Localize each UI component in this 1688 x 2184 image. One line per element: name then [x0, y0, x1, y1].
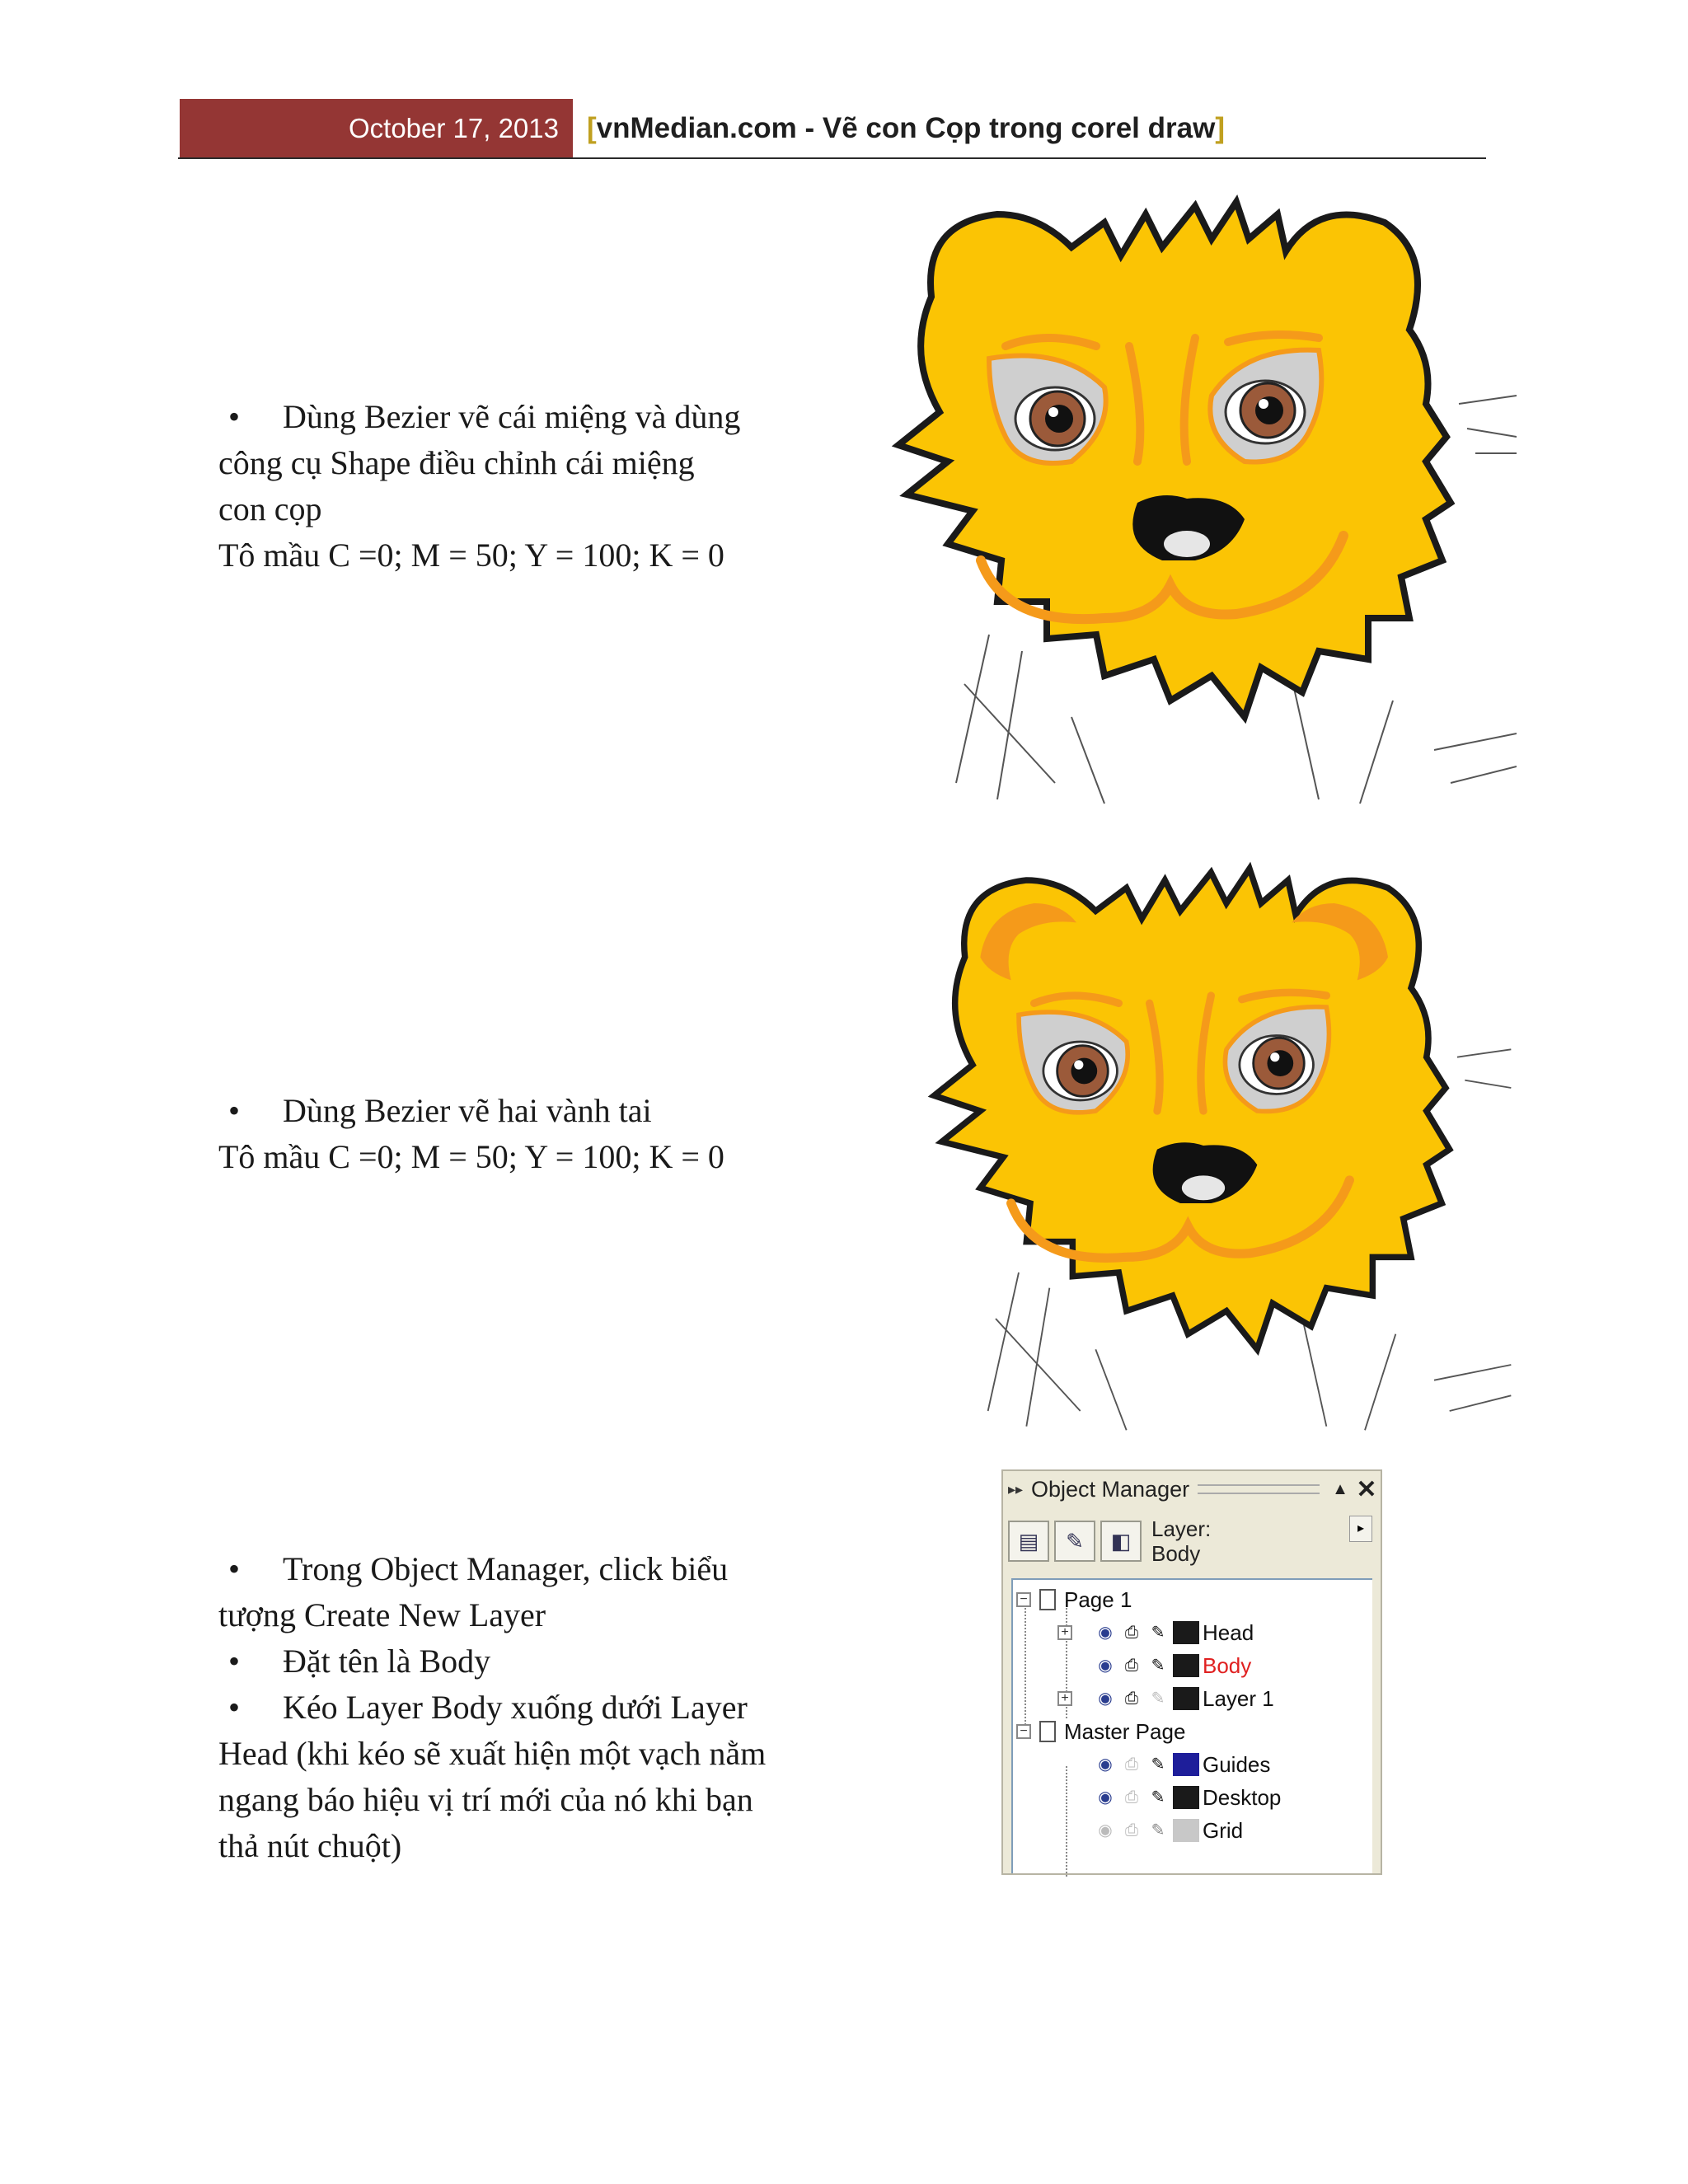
header-title [587, 102, 1225, 155]
printer-disabled-icon[interactable]: ⎙ [1125, 1821, 1138, 1840]
left-eye-highlight [1048, 407, 1058, 417]
header-date: October 17, 2013 [348, 113, 559, 143]
eye-visible-icon[interactable]: ◉ [1098, 1624, 1113, 1642]
step2-bullet-item [218, 1088, 861, 1134]
step1-line4: Tô mầu C =0; M = 50; Y = 100; K = 0 [218, 537, 724, 574]
step3-bullet-item-2 [218, 1638, 861, 1685]
left-eye-pupil [1045, 405, 1073, 433]
step1-text [218, 394, 861, 579]
tree-item-layer-desktop[interactable] [1057, 1783, 1281, 1812]
layer-manager-view-button[interactable] [1100, 1521, 1142, 1562]
object-manager-toolbar [1008, 1512, 1376, 1570]
tree-item-label: Master Page [1064, 1718, 1186, 1744]
tiger-head-mouth-figure [857, 190, 1517, 808]
master-page-icon [1039, 1721, 1056, 1742]
printer-icon[interactable]: ⎙ [1125, 1690, 1138, 1708]
title-text: vnMedian.com - Vẽ con Cọp trong corel draw [596, 112, 1216, 144]
layer-name: Layer 1 [1203, 1685, 1274, 1711]
object-manager-title: Object Manager [1031, 1476, 1190, 1502]
step3-item2: Đặt tên là Body [283, 1643, 491, 1680]
layer-color-swatch[interactable] [1173, 1786, 1199, 1809]
step2-line1: Dùng Bezier vẽ hai vành tai [283, 1092, 652, 1129]
pencil-icon[interactable]: ✎ [1151, 1624, 1165, 1642]
bullet-dot: • [228, 1643, 241, 1680]
step3-text [218, 1546, 861, 1869]
pencil-icon[interactable]: ✎ [1151, 1657, 1165, 1675]
layer-color-swatch[interactable] [1173, 1753, 1199, 1776]
nose-highlight [1182, 1175, 1225, 1200]
title-bracket-open: [ [587, 112, 597, 144]
title-bracket-close: ] [1215, 112, 1225, 144]
step3-item3-line4: thả nút chuột) [218, 1827, 402, 1864]
right-eye-pupil [1255, 396, 1283, 424]
left-eye-highlight [1074, 1060, 1083, 1069]
eye-visible-icon[interactable]: ◉ [1098, 1690, 1113, 1708]
step3-bullet-item-1 [218, 1546, 861, 1592]
step3-bullet-item-3 [218, 1685, 861, 1731]
printer-icon[interactable]: ⎙ [1125, 1624, 1138, 1642]
step3-item1-line1: Trong Object Manager, click biểu [283, 1550, 729, 1587]
show-properties-button[interactable] [1008, 1521, 1049, 1562]
tree-item-layer-guides[interactable] [1057, 1750, 1270, 1779]
layer-name: Head [1203, 1619, 1254, 1645]
edit-across-layers-button[interactable] [1054, 1521, 1095, 1562]
step1-bullet-item [218, 394, 861, 440]
layer-color-swatch[interactable] [1173, 1687, 1199, 1710]
layer-color-swatch[interactable] [1173, 1654, 1199, 1677]
current-layer-name: Body [1151, 1541, 1201, 1566]
step3-item3-line3: ngang báo hiệu vị trí mới của nó khi bạn [218, 1781, 753, 1818]
close-icon[interactable]: ✕ [1356, 1475, 1377, 1503]
collapse-arrow-icon[interactable]: ▲ [1332, 1479, 1348, 1498]
tree-line [1025, 1601, 1026, 1725]
pencil-icon[interactable]: ✎ [1151, 1755, 1165, 1774]
tree-item-page1[interactable] [1016, 1585, 1132, 1615]
printer-disabled-icon[interactable]: ⎙ [1125, 1788, 1138, 1807]
tree-item-master-page[interactable] [1016, 1717, 1185, 1746]
bullet-dot: • [228, 1689, 241, 1726]
layer-view-icon: ◧ [1110, 1528, 1132, 1554]
step1-line3: con cọp [218, 490, 322, 527]
collapse-toggle-icon[interactable]: − [1016, 1724, 1031, 1739]
bullet-dot: • [228, 1550, 241, 1587]
step1-line2: công cụ Shape điều chỉnh cái miệng [218, 444, 695, 481]
right-eye-highlight [1270, 1052, 1279, 1062]
eye-visible-icon[interactable]: ◉ [1098, 1788, 1113, 1807]
page-icon [1039, 1589, 1056, 1610]
layer-name: Body [1203, 1652, 1252, 1678]
object-manager-titlebar [1003, 1471, 1381, 1507]
tree-item-label: Page 1 [1064, 1586, 1132, 1612]
object-manager-tree [1011, 1578, 1372, 1873]
layer-name: Desktop [1203, 1784, 1282, 1810]
current-layer-info [1151, 1516, 1211, 1566]
edit-layers-icon: ✎ [1066, 1528, 1084, 1554]
nose-highlight [1164, 531, 1210, 557]
layer-name: Grid [1203, 1817, 1244, 1843]
eye-hidden-icon[interactable]: ◉ [1098, 1821, 1113, 1840]
panel-grip-icon[interactable]: ▸▸ [1007, 1480, 1024, 1497]
tree-item-layer-grid[interactable] [1057, 1816, 1243, 1845]
right-eye-pupil [1267, 1050, 1293, 1076]
tree-item-layer-1[interactable] [1057, 1684, 1274, 1713]
bullet-dot: • [228, 398, 241, 435]
layer-name: Guides [1203, 1751, 1271, 1777]
bullet-dot: • [228, 1092, 241, 1129]
pencil-icon[interactable]: ✎ [1151, 1821, 1165, 1840]
titlebar-drag-lines [1198, 1484, 1320, 1494]
header-divider [178, 157, 1486, 159]
flyout-arrow-icon[interactable]: ▸ [1349, 1516, 1372, 1542]
tiger-head-shape [898, 202, 1451, 717]
right-eye-highlight [1259, 399, 1268, 409]
tree-item-layer-body[interactable] [1057, 1651, 1251, 1680]
step3-item1-line2: tượng Create New Layer [218, 1596, 546, 1633]
eye-visible-icon[interactable]: ◉ [1098, 1755, 1113, 1774]
printer-icon[interactable]: ⎙ [1125, 1657, 1138, 1675]
step3-item3-line2: Head (khi kéo sẽ xuất hiện một vạch nằm [218, 1735, 767, 1772]
layer-color-swatch[interactable] [1173, 1819, 1199, 1842]
step2-line2: Tô mầu C =0; M = 50; Y = 100; K = 0 [218, 1138, 724, 1175]
printer-disabled-icon[interactable]: ⎙ [1125, 1755, 1138, 1774]
step2-text [218, 1088, 861, 1180]
step1-line1: Dùng Bezier vẽ cái miệng và dùng [283, 398, 741, 435]
tiger-head-ears-figure [890, 857, 1517, 1434]
current-layer-label: Layer: [1151, 1516, 1212, 1541]
expand-toggle-icon[interactable]: + [1057, 1625, 1072, 1640]
collapse-toggle-icon[interactable]: − [1016, 1592, 1031, 1607]
eye-visible-icon[interactable]: ◉ [1098, 1657, 1113, 1675]
expand-toggle-icon[interactable]: + [1057, 1691, 1072, 1706]
left-eye-pupil [1071, 1058, 1097, 1085]
tree-item-layer-head[interactable] [1057, 1618, 1254, 1647]
step3-item3-line1: Kéo Layer Body xuống dưới Layer [283, 1689, 748, 1726]
pencil-icon[interactable]: ✎ [1151, 1788, 1165, 1807]
properties-icon: ▤ [1018, 1528, 1039, 1554]
pencil-disabled-icon[interactable]: ✎ [1151, 1690, 1165, 1708]
object-manager-panel [1001, 1469, 1382, 1875]
layer-color-swatch[interactable] [1173, 1621, 1199, 1644]
